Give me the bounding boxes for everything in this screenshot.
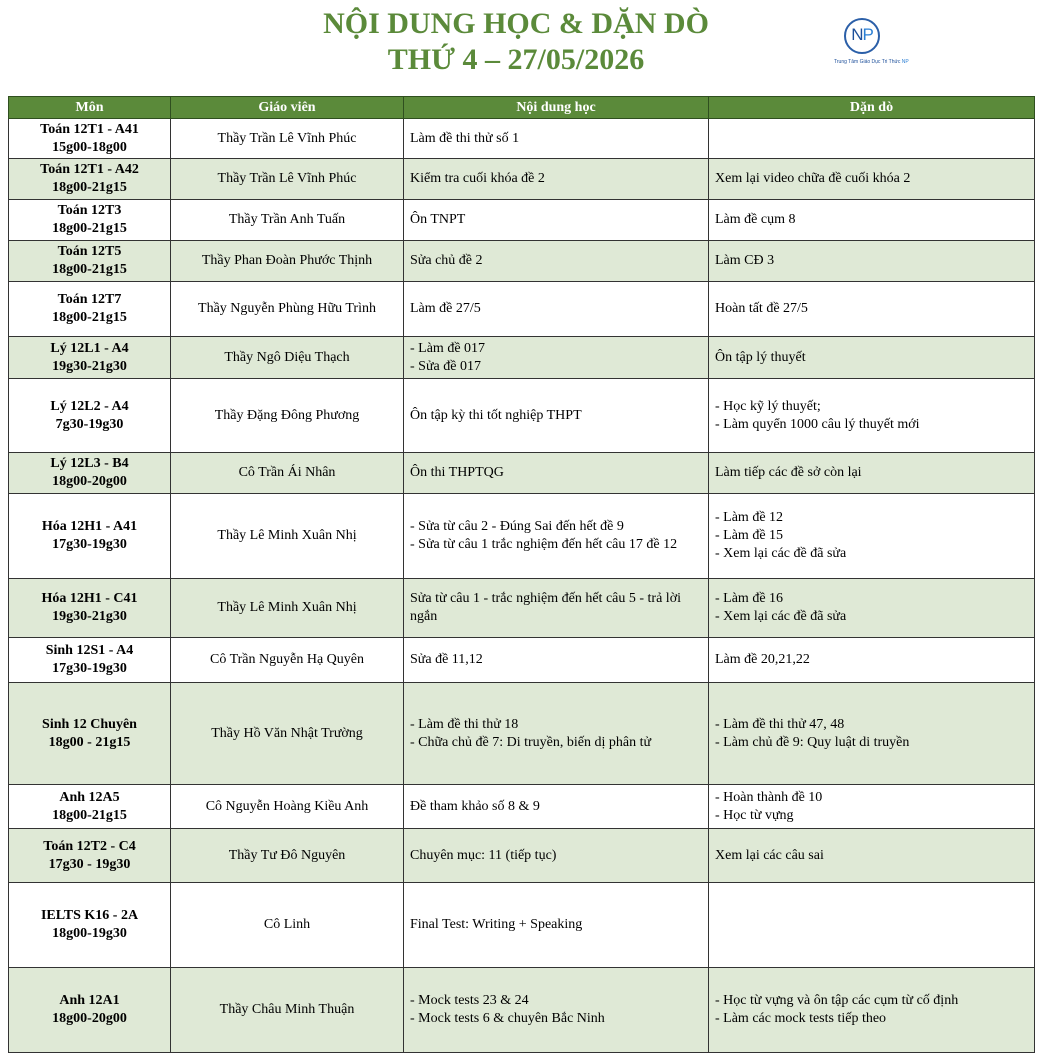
homework-cell-line: Ôn tập lý thuyết — [715, 349, 806, 365]
content-cell-line: Làm đề 27/5 — [410, 301, 481, 316]
column-header-content: Nội dung học — [404, 97, 709, 119]
schedule-body — [9, 119, 1035, 1053]
homework-cell-line: Xem lại các câu sai — [715, 847, 824, 863]
subject-cell — [9, 579, 171, 638]
homework-cell — [709, 379, 1035, 453]
content-cell — [404, 638, 709, 683]
content-cell — [404, 337, 709, 379]
teacher-cell: Thầy Châu Minh Thuận — [171, 968, 404, 1053]
homework-cell-line: - Làm chủ đề 9: Quy luật di truyền — [715, 734, 910, 750]
content-cell — [404, 829, 709, 883]
subject-cell — [9, 829, 171, 883]
homework-cell — [709, 638, 1035, 683]
homework-cell — [709, 883, 1035, 968]
np-logo — [834, 16, 909, 72]
table-row — [9, 337, 1035, 379]
content-cell — [404, 683, 709, 785]
teacher-cell: Cô Trần Ái Nhân — [171, 453, 404, 494]
subject-cell-line: 18g00-20g00 — [52, 1011, 127, 1026]
table-row — [9, 119, 1035, 159]
subject-cell — [9, 337, 171, 379]
homework-cell — [709, 579, 1035, 638]
table-row — [9, 968, 1035, 1053]
content-cell-line: - Mock tests 23 & 24 — [410, 993, 529, 1008]
table-row — [9, 282, 1035, 337]
homework-cell-line: - Làm đề 16 — [715, 591, 784, 606]
subject-cell — [9, 883, 171, 968]
subject-cell — [9, 379, 171, 453]
homework-cell — [709, 829, 1035, 883]
table-row — [9, 683, 1035, 785]
table-row — [9, 379, 1035, 453]
content-cell-line: Ôn tập kỳ thi tốt nghiệp THPT — [410, 407, 582, 423]
homework-cell — [709, 282, 1035, 337]
content-cell-line: - Sửa đề 017 — [410, 358, 481, 374]
teacher-cell: Thầy Nguyễn Phùng Hữu Trình — [171, 282, 404, 337]
subject-cell-line: Lý 12L1 - A4 — [50, 340, 129, 356]
subject-cell-line: Toán 12T1 - A41 — [40, 121, 139, 137]
homework-cell-line: Làm đề cụm 8 — [715, 212, 796, 227]
content-cell-line: - Sửa từ câu 2 - Đúng Sai đến hết đề 9 — [410, 519, 624, 534]
homework-cell — [709, 494, 1035, 579]
subject-cell-line: 17g30-19g30 — [52, 661, 127, 676]
content-cell — [404, 785, 709, 829]
logo-caption: Trung Tâm Giáo Dục Tri Thức NP — [834, 59, 909, 65]
homework-cell — [709, 968, 1035, 1053]
subject-cell-line: Toán 12T2 - C4 — [43, 838, 136, 854]
content-cell-line: Kiểm tra cuối khóa đề 2 — [410, 171, 545, 186]
subject-cell-line: 18g00-21g15 — [52, 180, 127, 195]
teacher-cell: Thầy Trần Lê Vĩnh Phúc — [171, 159, 404, 200]
subject-cell-line: 19g30-21g30 — [52, 358, 127, 374]
column-header-teacher: Giáo viên — [171, 97, 404, 119]
content-cell-line: Chuyên mục: 11 (tiếp tục) — [410, 847, 557, 863]
teacher-cell: Cô Trần Nguyễn Hạ Quyên — [171, 638, 404, 683]
subject-cell — [9, 968, 171, 1053]
homework-cell-line: Xem lại video chữa đề cuối khóa 2 — [715, 171, 911, 186]
content-cell-line: - Làm đề thi thử 18 — [410, 716, 519, 732]
table-row — [9, 200, 1035, 241]
teacher-cell: Cô Nguyễn Hoàng Kiều Anh — [171, 785, 404, 829]
subject-cell — [9, 282, 171, 337]
content-cell — [404, 282, 709, 337]
subject-cell-line: 18g00-21g15 — [52, 310, 127, 325]
homework-cell-line: Làm đề 20,21,22 — [715, 652, 810, 667]
content-cell-line: - Mock tests 6 & chuyên Bắc Ninh — [410, 1011, 605, 1026]
teacher-cell: Thầy Trần Lê Vĩnh Phúc — [171, 119, 404, 159]
subject-cell-line: 18g00-21g15 — [52, 807, 127, 823]
content-cell — [404, 119, 709, 159]
content-cell-line: - Làm đề 017 — [410, 340, 486, 356]
content-cell-line: Final Test: Writing + Speaking — [410, 917, 583, 932]
content-cell-line: Sửa đề 11,12 — [410, 652, 483, 667]
content-cell-line: Ôn thi THPTQG — [410, 465, 504, 480]
subject-cell-line: Toán 12T1 - A42 — [40, 162, 139, 177]
table-row — [9, 638, 1035, 683]
subject-cell-line: Toán 12T5 — [57, 244, 122, 259]
homework-cell-line: - Làm đề 15 — [715, 528, 784, 543]
homework-cell-line: - Xem lại các đề đã sửa — [715, 546, 847, 561]
subject-cell-line: 18g00-19g30 — [52, 926, 127, 941]
homework-cell — [709, 159, 1035, 200]
subject-cell-line: 17g30-19g30 — [52, 537, 127, 552]
subject-cell-line: 18g00-20g00 — [52, 474, 127, 489]
teacher-cell: Thầy Ngô Diệu Thạch — [171, 337, 404, 379]
homework-cell-line: - Học từ vựng và ôn tập các cụm từ cố định — [715, 993, 959, 1008]
subject-cell — [9, 119, 171, 159]
subject-cell-line: 7g30-19g30 — [55, 416, 124, 432]
homework-cell — [709, 241, 1035, 282]
subject-cell-line: IELTS K16 - 2A — [40, 908, 139, 923]
teacher-cell: Cô Linh — [171, 883, 404, 968]
homework-cell-line: - Học từ vựng — [715, 807, 794, 823]
subject-cell — [9, 159, 171, 200]
teacher-cell: Thầy Lê Minh Xuân Nhị — [171, 494, 404, 579]
subject-cell-line: Lý 12L3 - B4 — [50, 456, 129, 471]
table-row — [9, 241, 1035, 282]
content-cell-line: Sửa từ câu 1 - trắc nghiệm đến hết câu 5 - trả lời ngắn — [410, 591, 681, 624]
content-cell — [404, 241, 709, 282]
homework-cell — [709, 119, 1035, 159]
subject-cell — [9, 683, 171, 785]
teacher-cell: Thầy Phan Đoàn Phước Thịnh — [171, 241, 404, 282]
homework-cell-line: - Làm các mock tests tiếp theo — [715, 1011, 887, 1026]
content-cell — [404, 968, 709, 1053]
column-header-homework: Dặn dò — [709, 97, 1035, 119]
content-cell — [404, 494, 709, 579]
subject-cell-line: Sinh 12 Chuyên — [42, 716, 137, 732]
schedule-table — [8, 96, 1035, 1053]
subject-cell-line: Toán 12T7 — [57, 292, 122, 307]
subject-cell — [9, 638, 171, 683]
homework-cell — [709, 683, 1035, 785]
homework-cell-line: - Làm quyển 1000 câu lý thuyết mới — [715, 416, 920, 432]
content-cell — [404, 200, 709, 241]
subject-cell — [9, 241, 171, 282]
content-cell-line: - Chữa chủ đề 7: Di truyền, biến dị phân tử — [410, 734, 652, 750]
teacher-cell: Thầy Đặng Đông Phương — [171, 379, 404, 453]
homework-cell — [709, 337, 1035, 379]
homework-cell-line: - Hoàn thành đề 10 — [715, 789, 823, 805]
table-row — [9, 159, 1035, 200]
logo-mark: NP — [851, 25, 873, 44]
content-cell-line: Ôn TNPT — [410, 212, 466, 227]
content-cell — [404, 379, 709, 453]
content-cell-line: - Sửa từ câu 1 trắc nghiệm đến hết câu 17 đề 12 — [410, 537, 678, 552]
content-cell — [404, 453, 709, 494]
homework-cell-line: Hoàn tất đề 27/5 — [715, 301, 808, 316]
homework-cell-line: - Làm đề thi thử 47, 48 — [715, 716, 845, 732]
subject-cell — [9, 785, 171, 829]
table-header-row — [9, 97, 1035, 119]
content-cell-line: Sửa chủ đề 2 — [410, 253, 483, 268]
subject-cell-line: 19g30-21g30 — [52, 609, 127, 624]
page-header — [0, 0, 1038, 96]
homework-cell — [709, 200, 1035, 241]
table-row — [9, 829, 1035, 883]
subject-cell-line: 18g00-21g15 — [52, 262, 127, 277]
homework-cell — [709, 453, 1035, 494]
homework-cell-line: - Làm đề 12 — [715, 510, 784, 525]
subject-cell-line: 15g00-18g00 — [52, 139, 127, 155]
column-header-subject: Môn — [9, 97, 171, 119]
content-cell — [404, 159, 709, 200]
table-row — [9, 883, 1035, 968]
teacher-cell: Thầy Trần Anh Tuấn — [171, 200, 404, 241]
subject-cell-line: Hóa 12H1 - A41 — [41, 519, 138, 534]
homework-cell-line: Làm tiếp các đề sở còn lại — [715, 465, 862, 480]
content-cell-line: Đề tham khảo số 8 & 9 — [410, 798, 540, 814]
content-cell-line: Làm đề thi thử số 1 — [410, 130, 520, 146]
homework-cell-line: - Học kỹ lý thuyết; — [715, 398, 821, 414]
subject-cell-line: 18g00 - 21g15 — [48, 734, 131, 750]
subject-cell — [9, 453, 171, 494]
subject-cell — [9, 200, 171, 241]
subject-cell-line: Lý 12L2 - A4 — [50, 398, 129, 414]
page-date: THỨ 4 – 27/05/2026 — [387, 43, 645, 76]
page-title: NỘI DUNG HỌC & DẶN DÒ — [323, 7, 709, 40]
subject-cell-line: Sinh 12S1 - A4 — [45, 643, 134, 658]
subject-cell-line: Hóa 12H1 - C41 — [41, 591, 138, 606]
homework-cell-line: Làm CĐ 3 — [715, 253, 775, 268]
subject-cell-line: 17g30 - 19g30 — [48, 856, 131, 872]
teacher-cell: Thầy Lê Minh Xuân Nhị — [171, 579, 404, 638]
subject-cell-line: Toán 12T3 — [57, 203, 122, 218]
teacher-cell: Thầy Tư Đô Nguyên — [171, 829, 404, 883]
homework-cell-line: - Xem lại các đề đã sửa — [715, 609, 847, 624]
table-row — [9, 494, 1035, 579]
subject-cell-line: Anh 12A5 — [59, 789, 120, 805]
content-cell — [404, 579, 709, 638]
table-row — [9, 453, 1035, 494]
table-row — [9, 579, 1035, 638]
content-cell — [404, 883, 709, 968]
subject-cell-line: Anh 12A1 — [59, 993, 120, 1008]
table-row — [9, 785, 1035, 829]
teacher-cell: Thầy Hồ Văn Nhật Trường — [171, 683, 404, 785]
homework-cell — [709, 785, 1035, 829]
subject-cell — [9, 494, 171, 579]
subject-cell-line: 18g00-21g15 — [52, 221, 127, 236]
